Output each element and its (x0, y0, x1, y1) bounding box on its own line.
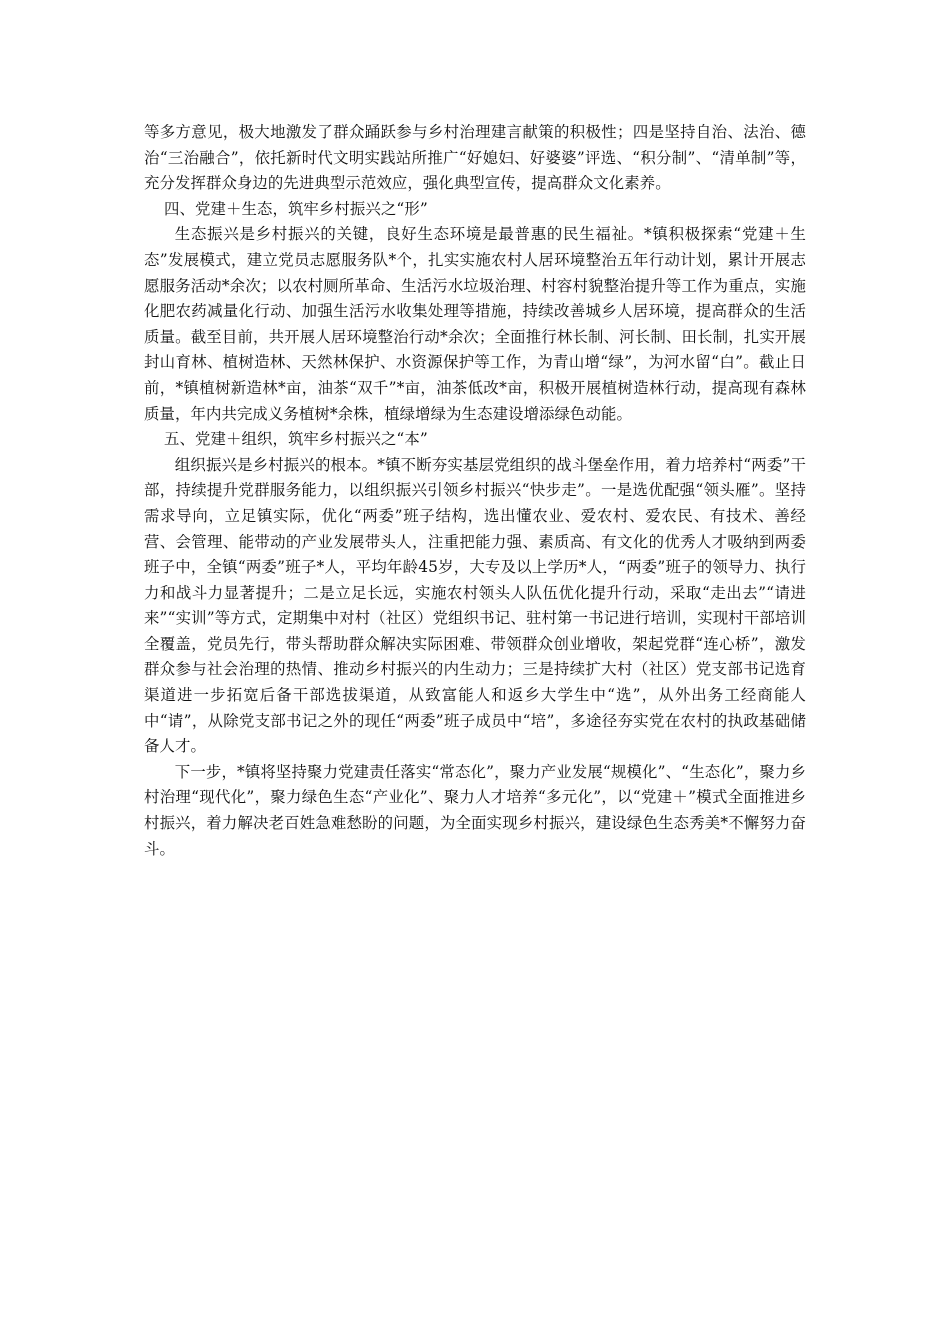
section-heading-ecology: 四、党建＋生态，筑牢乡村振兴之“形” (164, 199, 428, 218)
section-heading-organization: 五、党建＋组织，筑牢乡村振兴之“本” (164, 430, 428, 449)
paragraph-governance-continued: 等多方意见，极大地激发了群众踊跃参与乡村治理建言献策的积极性；四是坚持自治、法治、德治“三治融合”，依托新时代文明实践站所推广“好媳妇、好婆婆”评选、“积分制”、“清单制”等，充分发挥群众身边的先进典型示范效应，强化典型宣传，提高群众文化素养。 (144, 123, 806, 193)
paragraph-organization: 组织振兴是乡村振兴的根本。*镇不断夯实基层党组织的战斗堡垒作用，着力培养村“两委”干部，持续提升党群服务能力，以组织振兴引领乡村振兴“快步走”。一是选优配强“领头雁”。坚持需求导向，立足镇实际，优化“两委”班子结构，选出懂农业、爱农村、爱农民、有技术、善经营、会管理、能带动的产业发展带头人，注重把能力强、素质高、有文化的优秀人才吸纳到两委班子中，全镇“两委”班子*人，平均年龄45岁，大专及以上学历*人，“两委”班子的领导力、执行力和战斗力显著提升；二是立足长远，实施农村领头人队伍优化提升行动，采取“走出去”“请进来”“实训”等方式，定期集中对村（社区）党组织书记、驻村第一书记进行培训，实现村干部培训全覆盖，党员先行，带头帮助群众解决实际困难、带领群众创业增收，架起党群“连心桥”，激发群众参与社会治理的热情、推动乡村振兴的内生动力；三是持续扩大村（社区）党支部书记选育渠道进一步拓宽后备干部选拔渠道，从致富能人和返乡大学生中“选”，从外出务工经商能人中“请”，从除党支部书记之外的现任“两委”班子成员中“培”，多途径夯实党在农村的执政基础储备人才。 (144, 455, 806, 756)
paragraph-next-steps: 下一步，*镇将坚持聚力党建责任落实“常态化”，聚力产业发展“规模化”、“生态化”，聚力乡村治理“现代化”，聚力绿色生态“产业化”、聚力人才培养“多元化”，以“党建＋”模式全面推进乡村振兴，着力解决老百姓急难愁盼的问题，为全面实现乡村振兴，建设绿色生态秀美*不懈努力奋斗。 (144, 762, 806, 858)
paragraph-ecology: 生态振兴是乡村振兴的关键，良好生态环境是最普惠的民生福祉。*镇积极探索“党建＋生态”发展模式，建立党员志愿服务队*个，扎实实施农村人居环境整治五年行动计划，累计开展志愿服务活动*余次；以农村厕所革命、生活污水垃圾治理、村容村貌整治提升等工作为重点，实施化肥农药减量化行动、加强生活污水收集处理等措施，持续改善城乡人居环境，提高群众的生活质量。截至目前，共开展人居环境整治行动*余次；全面推行林长制、河长制、田长制，扎实开展封山育林、植树造林、天然林保护、水资源保护等工作，为青山增“绿”，为河水留“白”。截止日前，*镇植树新造林*亩，油茶“双千”*亩，油茶低改*亩，积极开展植树造林行动，提高现有森林质量，年内共完成义务植树*余株，植绿增绿为生态建设增添绿色动能。 (144, 225, 806, 423)
document-page (144, 120, 806, 862)
